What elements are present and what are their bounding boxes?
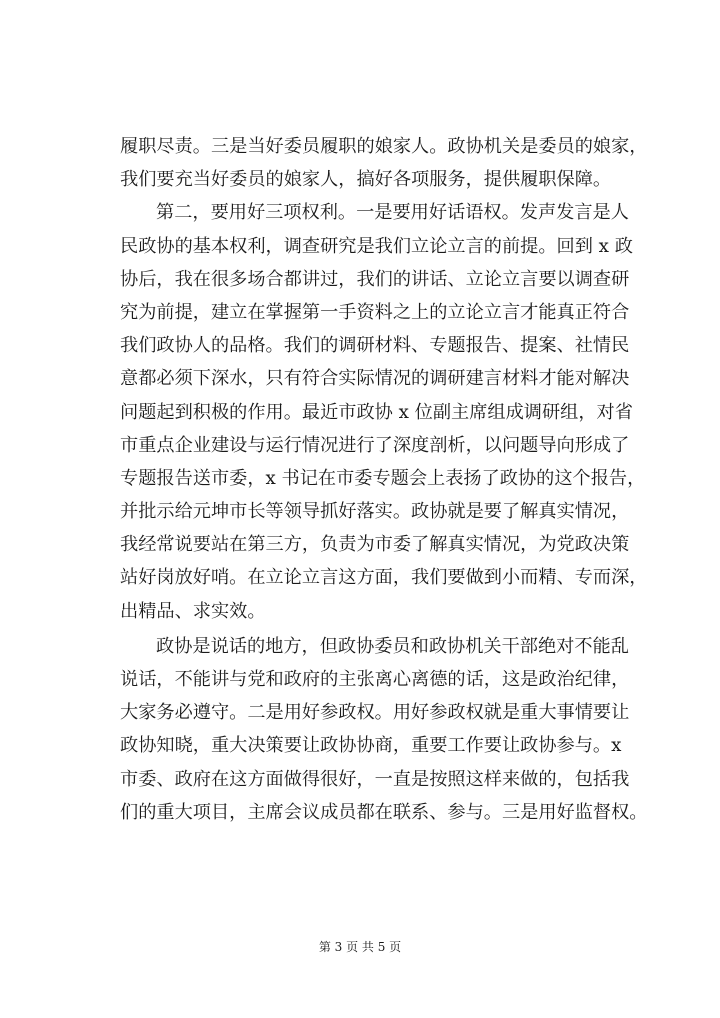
paragraph-3 <box>120 630 648 829</box>
text-line: 问题起到积极的作用。最近市政协 x 位副主席组成调研组，对省 <box>120 401 633 423</box>
paragraph-2 <box>120 196 648 627</box>
text-line: 民政协的基本权利，调查研究是我们立论立言的前提。回到 x 政 <box>120 235 633 257</box>
text-line: 出精品、求实效。 <box>120 600 266 622</box>
text-line: 协后，我在很多场合都讲过，我们的讲话、立论立言要以调查研 <box>120 268 630 290</box>
text-line: 意都必须下深水，只有符合实际情况的调研建言材料才能对解决 <box>120 368 630 390</box>
text-line: 究为前提，建立在掌握第一手资料之上的立论立言才能真正符合 <box>120 301 630 323</box>
text-line: 专题报告送市委，x 书记在市委专题会上表扬了政协的这个报告， <box>120 467 646 489</box>
text-line: 站好岗放好哨。在立论立言这方面，我们要做到小而精、专而深， <box>120 567 648 589</box>
page-footer <box>0 938 720 955</box>
text-line: 大家务必遵守。二是用好参政权。用好参政权就是重大事情要让 <box>120 702 630 724</box>
text-line: 说话，不能讲与党和政府的主张离心离德的话，这是政治纪律， <box>120 669 630 690</box>
text-line: 们的重大项目，主席会议成员都在联系、参与。三是用好监督权。 <box>120 801 648 823</box>
text-line: 我们政协人的品格。我们的调研材料、专题报告、提案、社情民 <box>120 335 630 357</box>
text-line: 政协知晓，重大决策要让政协协商，重要工作要让政协参与。x <box>120 735 622 757</box>
paragraph-1 <box>120 130 648 196</box>
document-body <box>120 130 648 829</box>
text-line: 第二，要用好三项权利。一是要用好话语权。发声发言是人 <box>156 202 629 224</box>
text-line: 履职尽责。三是当好委员履职的娘家人。政协机关是委员的娘家， <box>120 136 648 157</box>
text-line: 我经常说要站在第三方，负责为市委了解真实情况，为党政决策 <box>120 534 630 556</box>
text-line: 政协是说话的地方，但政协委员和政协机关干部绝对不能乱 <box>156 635 629 657</box>
text-line: 并批示给元坤市长等领导抓好落实。政协就是要了解真实情况， <box>120 501 630 523</box>
page-number-label: 第 3 页 共 5 页 <box>318 940 402 954</box>
text-line: 市委、政府在这方面做得很好，一直是按照这样来做的，包括我 <box>120 768 630 790</box>
text-line: 市重点企业建设与运行情况进行了深度剖析，以问题导向形成了 <box>120 434 630 456</box>
text-line: 我们要充当好委员的娘家人，搞好各项服务，提供履职保障。 <box>120 169 612 191</box>
